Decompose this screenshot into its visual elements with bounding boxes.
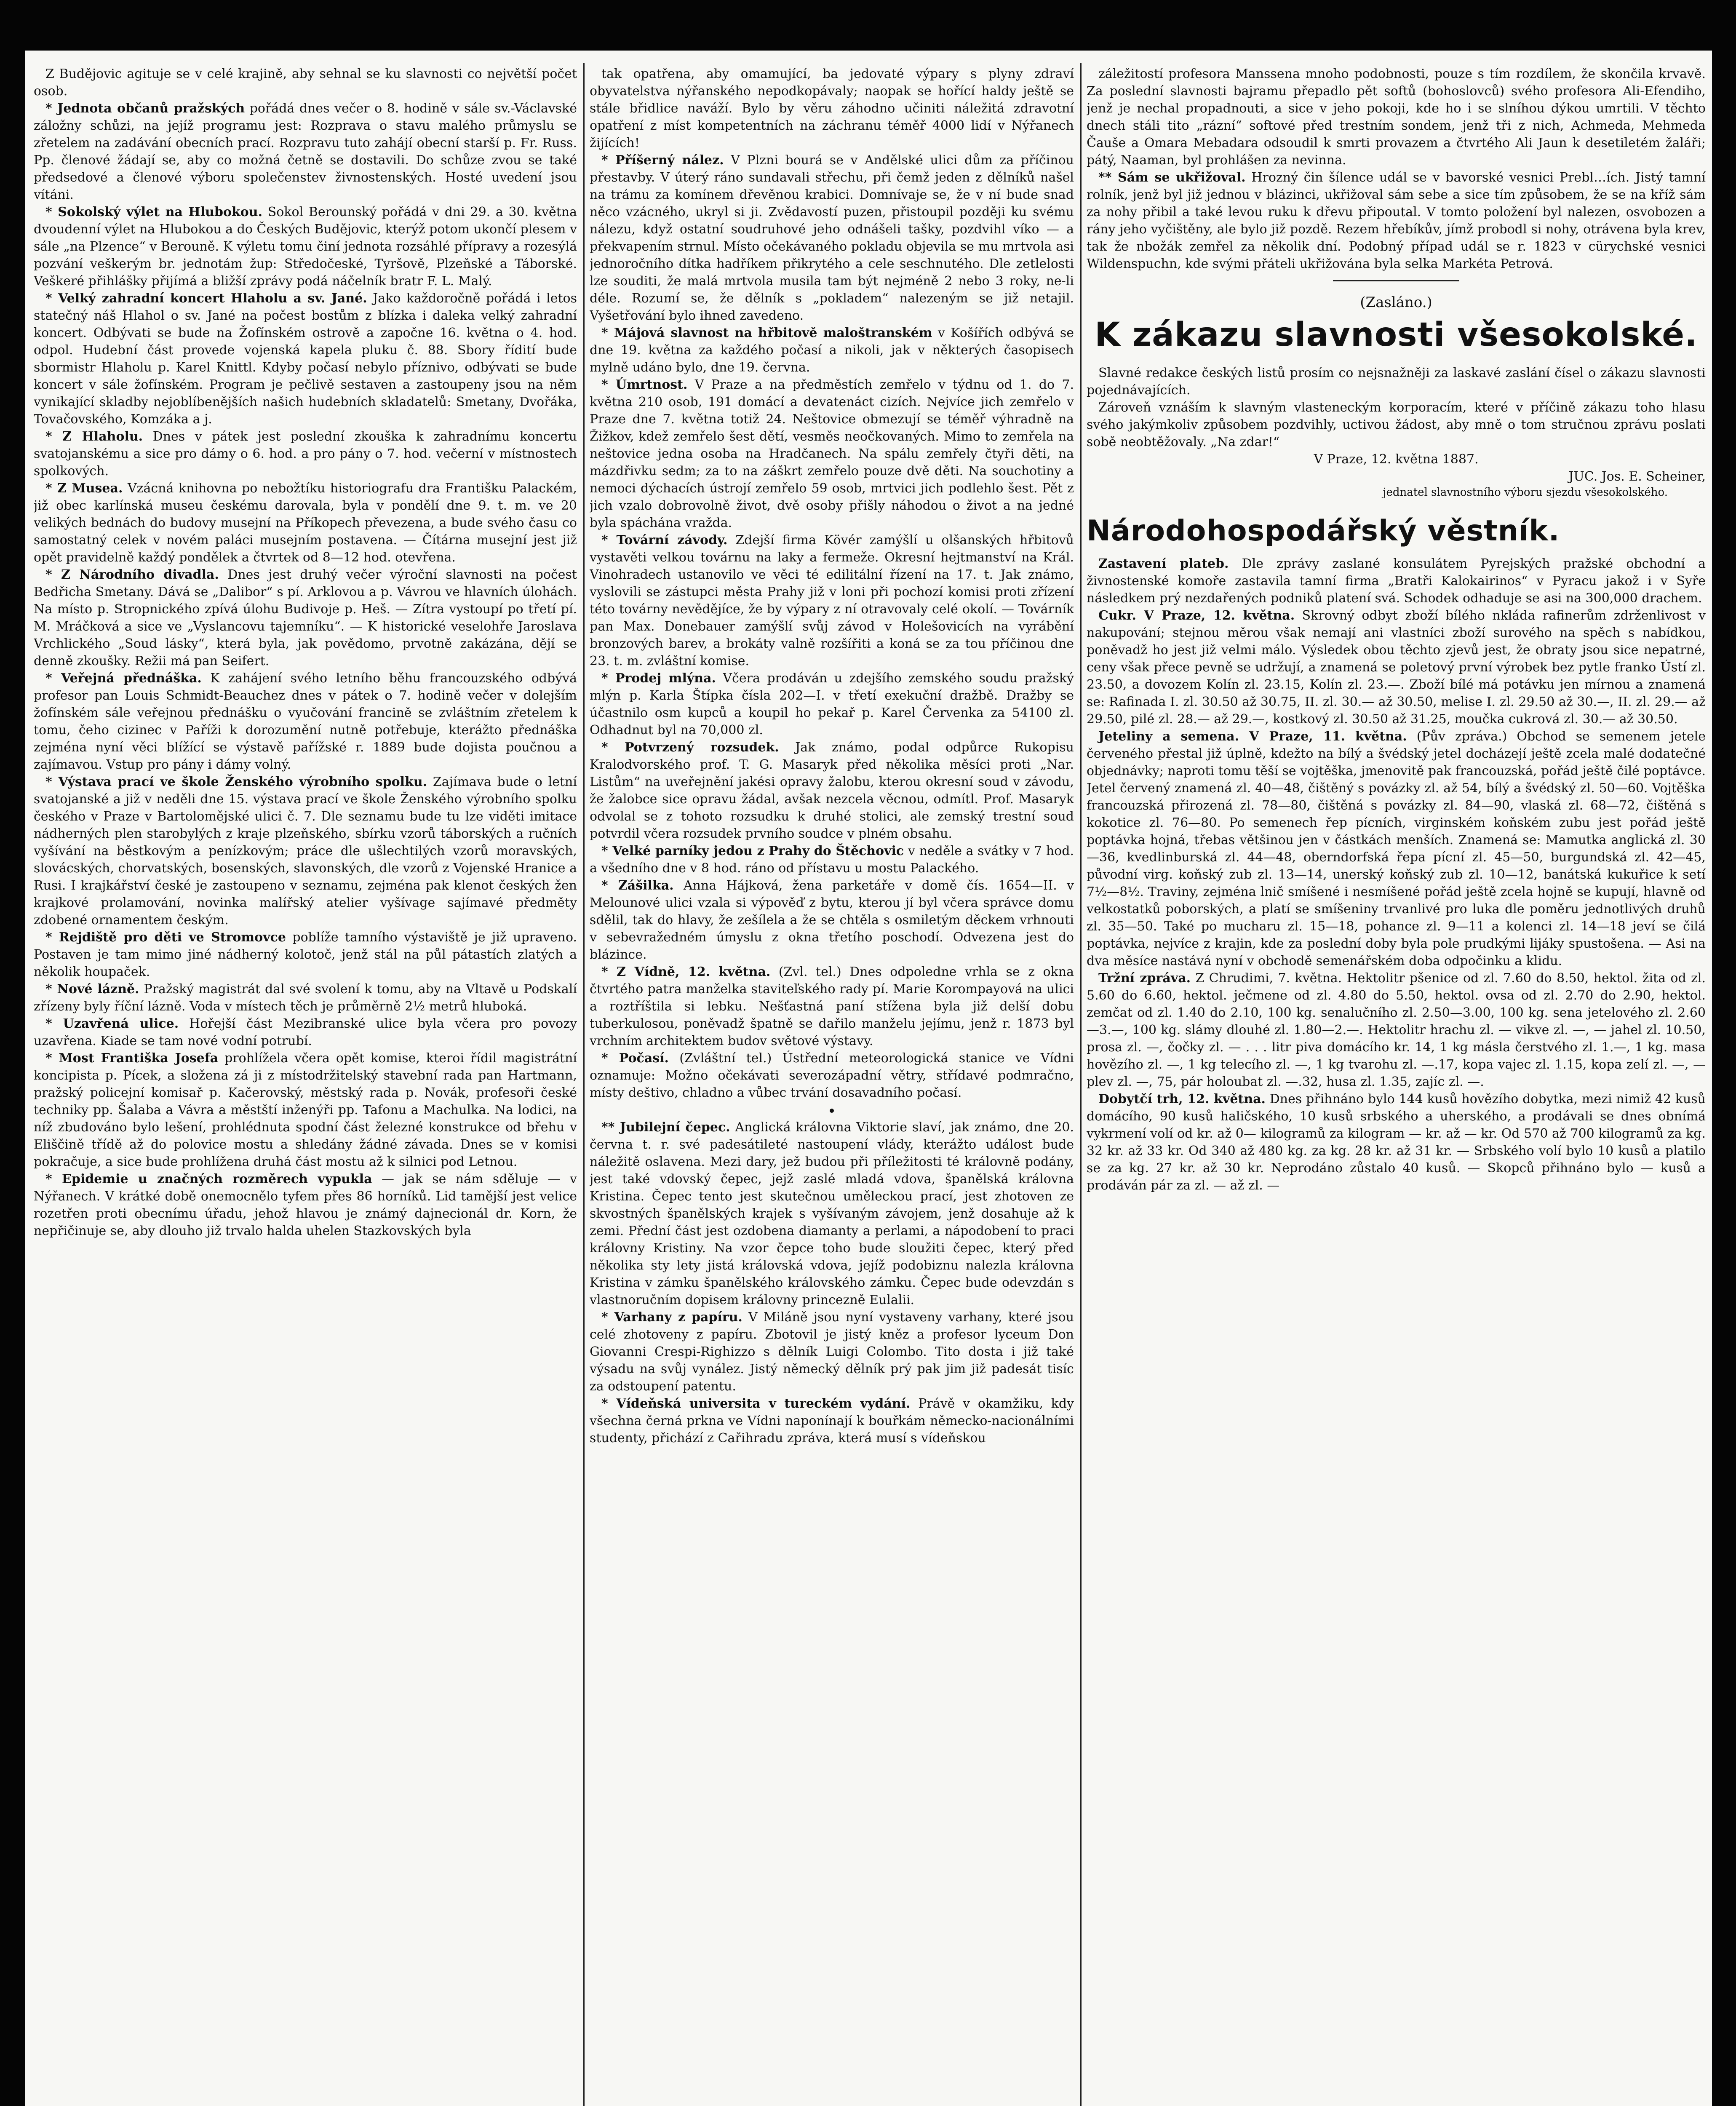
article-heading: * Epidemie u značných rozměrech vypukla: [45, 1172, 372, 1187]
article-heading: * Výstava prací ve škole Ženského výrobního spolku.: [45, 775, 427, 789]
article-velke-parniky: [590, 842, 1074, 877]
article-body: Dnes jest druhý večer výroční slavnosti na počest Bedřicha Smetany. Dává se „Dalibor“ s pí. Arklovou a p. Vávrou ve hlavních úlohách. Na místo p. Stropnického zpívá úlohu Budivoje p. Heš. — Zítra vystoupí po třetí pí. M. Mráčková a sice ve „Vyslancovu tajemníku“. — K historické veselohře Jaroslava Vrchlického „Soud lásky“, která byla, jak povědomo, prvotně zakázána, dějí se denně zkoušky. Režii má pan Seifert.: [34, 567, 577, 668]
article-heading: Tržní zpráva.: [1098, 971, 1191, 986]
article-heading: * Úmrtnost.: [601, 377, 688, 392]
scan-border-top: [0, 0, 1736, 51]
column-rule: [1080, 63, 1082, 2106]
zaslano-dateline: V Praze, 12. května 1887.: [1314, 452, 1479, 467]
column-2: [590, 65, 1074, 2106]
article-z-hlaholu: [34, 428, 577, 480]
article-heading: * Počasí.: [601, 1051, 669, 1066]
article-body: v neděle a svátky v 7 hod. a všedního dne v 8 hod. ráno od přístavu u mostu Palackého.: [590, 844, 1074, 876]
article-heading: * Vídeňská universita v tureckém vydání.: [601, 1396, 911, 1411]
article-sam-se-ukrizoval: [1087, 169, 1706, 273]
scan-border-right: [1712, 0, 1736, 2106]
article-jubilejni-cepec: [590, 1119, 1074, 1309]
article-zastaveni-plateb: [1087, 555, 1706, 607]
article-body: V Praze a na předměstích zemřelo v týdnu od 1. do 7. května 210 osob, 191 domácí a devatenáct cizích. Nejvíce jich zemřelo v Praze dne 7. května totiž 24. Neštovice obmezují se téměř výhradně na Žižkov, kdež zemřelo šest dětí, vesměs neočkovaných. Mimo to zemřela na neštovice jedna osoba na Hradčanech. Na spálu zemřely čtyři děti, na mázdřivku sedm; za to na záškrt zemřelo pouze dvě děti. Na souchotiny a nemoci dýchacích ústrojí zemřelo 59 osob, mrtvici jich podlehlo šest. Pět z jich vzalo dobrovolně život, dvě osoby přišly náhodou o život a na jedné byla spáchána vražda.: [590, 377, 1074, 530]
article-jednota-obcanu: [34, 100, 577, 203]
article-tovarni-zavody: [590, 532, 1074, 670]
article-body: Jak známo, podal odpůrce Rukopisu Kralodvorského prof. T. G. Masaryk před několika měsíci proti „Nar. Listům“ na uveřejnění jakési opravy žalobu, kterou okresní soud v závodu, že žalobce sice opravu žádal, avšak nezcela věcnou, odmítl. Prof. Masaryk odvolal se z tohoto rozsudku k druhé stolici, ale zemský trestní soud potvrdil včera rozsudek prvního soudce v plném obsahu.: [590, 740, 1074, 841]
article-body: Dle zprávy zaslané konsulátem Pyrejských pražské obchodní a živnostenské komoře zastavila tamní firma „Bratři Kalokairinos“ v Pyracu jakož i v Syře následkem prý nezdařených podniků platení svá. Schodek odhaduje se asi na 300,000 drachem.: [1087, 556, 1706, 606]
article-most: [34, 1050, 577, 1171]
article-heading: * Z Národního divadla.: [45, 567, 219, 582]
article-priserny-nalez: [590, 152, 1074, 324]
article-body: Hrozný čin šílence udál se v bavorské vesnici Prebl…ích. Jistý tamní rolník, jenž byl již jednou v blázinci, ukřižoval sám sebe a sice tím způsobem, že se na kříž sám za nohy přibil a také levou ruku k dřevu připoutal. V tomto položení byl nalezen, osvobozen a rány jeho vyčištěny, ale bylo již pozdě. Rezem hřebíkův, jímž probodl si nohy, otrávena byla krev, tak že nbožák zemřel za několik dní. Podobný případ udál se r. 1823 v cürychské vesnici Wildenspuchn, kde svými přáteli ukřižována byla selka Markéta Petrová.: [1087, 170, 1706, 271]
article-heading: ** Sám se ukřižoval.: [1098, 170, 1246, 185]
article-body: (Zvl. tel.) Dnes odpoledne vrhla se z okna čtvrtého patra manželka staviteľského rady pí. Marie Korompayová na ulici a roztříštila si lebku. Nešťastná paní stížena byla již delší dobu tuberkulosou, poněvadž špatně se dařilo manželu jejímu, jenž r. 1873 byl vrchním architektem budov světové výstavy.: [590, 965, 1074, 1048]
article-body: (Zvláštní tel.) Ústřední meteorologická stanice ve Vídni oznamuje: Možno očekávati severozápadní větry, střídavé podmračno, místy deštivo, chladno a vůbec trvání dosavadního počasí.: [590, 1051, 1074, 1100]
section-separator: [590, 1101, 1074, 1119]
article-heading: * Rejdiště pro děti ve Stromovce: [45, 930, 286, 945]
column-1: [34, 65, 577, 2106]
article-heading: * Most Františka Josefa: [45, 1051, 219, 1066]
article-heading: * Z Musea.: [45, 481, 123, 496]
article-zasilka: [590, 877, 1074, 963]
article-body: V Miláně jsou nyní vystaveny varhany, které jsou celé zhotoveny z papíru. Zbotovil je jistý kněz a profesor lyceum Don Giovanni Crespi-Righizzo s dělník Luigi Colombo. Tito dosta i již také výsadu na svůj vynález. Jistý německý dělník prý pak jim již padesát tisíc za odstoupení patentu.: [590, 1310, 1074, 1394]
article-body: poblíže tamního výstaviště je již upraveno. Postaven je tam mimo jiné nádherný kolotoč, jenž stál na půl pátastích zlatých a několik houpaček.: [34, 930, 577, 979]
article-body: Pražský magistrát dal své svolení k tomu, aby na Vltavě u Podskalí zřízeny byly říční lázně. Voda v místech těch je průměrně 2½ metrů hluboká.: [34, 982, 577, 1014]
article-varhany: [590, 1309, 1074, 1395]
article-z-musea: [34, 480, 577, 566]
article-z-vidne: [590, 963, 1074, 1050]
section-title-vestnik: Národohospodářský věstník.: [1087, 514, 1560, 548]
article-heading: Cukr. V Praze, 12. května.: [1098, 608, 1295, 623]
article-epidemie: [34, 1171, 577, 1240]
article-body: Vzácná knihovna po nebožtíku historiografu dra Františku Palackém, již obec karlínská museu českému darovala, byla v pondělí dne 9. t. m. ve 20 velikých bednách do budovy musejní na Příkopech převezena, a bude svého času co samostatný celek v novém paláci musejním postavena. — Čítárna musejní jest již opět pravidelně každý pondělek a čtvrtek od 8—12 hod. otevřena.: [34, 481, 577, 565]
scan-border-left: [0, 0, 25, 2106]
article-jeteliny: [1087, 728, 1706, 970]
article-heading: * Uzavřená ulice.: [45, 1016, 179, 1031]
article-heading: Dobytčí trh, 12. května.: [1098, 1092, 1266, 1106]
article-velky-koncert: [34, 290, 577, 428]
article-prodej-mlyna: [590, 670, 1074, 739]
article-body: Jako každoročně pořádá i letos statečný náš Hlahol o sv. Jané na počest bostům z blízka i daleka velký zahradní koncert. Odbývati se bude na Žofínském ostrově a započne 16. května o 4. hod. odpol. Hudební část provede vojenská kapela pluku č. 88. Sbory řídití bude sbormistr Hlaholu p. Karel Knittl. Kdyby počasí nebylo příznivo, odbývati se bude koncert v sále žofínském. Program je pečlivě sestaven a zastoupeny jsou na něm vynikající skladby nejoblíbenějších našich hudebních skladatelů: Smetany, Dvořáka, Tovačovského, Komzáka a j.: [34, 291, 577, 427]
article-narodni-divadlo: [34, 566, 577, 670]
article-body: Zajímava bude o letní svatojanské a již v neděli dne 15. výstava prací ve škole Ženského výrobního spolku českého v Praze v Bartolomějské ulici č. 7. Dle seznamu bude tu lze viděti imitace nádherných plen starobylých z kraje plzeňského, sbírku vzorů táborských a ručních vyšívání na běstkovým a penízkovým; práce dle ušlechtilých vzorů moravských, slovácských, chorvatských, bosenských, slavonských, dle vzorů z Vojenské Hranice a Rusi. I krajkářství české je zastoupeno v seznamu, zejména pak klenot českých žen krajkové prolamování, novinka malířský atelier vyšívage sajímavé předměty zdobené ornamentem českým.: [34, 775, 577, 927]
column-rule: [583, 63, 585, 2106]
article-heading: * Varhany z papíru.: [601, 1310, 742, 1325]
article-heading: * Velké parníky jedou z Prahy do Štěchovic: [601, 844, 904, 858]
article-body: — jak se nám sděluje — v Nýřanech. V krátké době onemocnělo tyfem přes 86 horníků. Lid tamější jest velice rozetřen proti obecnímu úřadu, jehož hlavou je známý dajnecionál dr. Korn, že nepřičinuje se, aby dlouho již trvalo halda uhelen Stazkovských byla: [34, 1172, 577, 1238]
article-heading: * Jednota občanů pražských: [45, 101, 245, 116]
article-body: Dnes v pátek jest poslední zkouška k zahradnímu koncertu svatojanskému a sice pro dámy o 6. hod. a pro pány o 7. hod. večerní v místnostech spolkových.: [34, 429, 577, 478]
article-heading: * Potvrzený rozsudek.: [601, 740, 779, 755]
article-potvrzeny-rozsudek: [590, 739, 1074, 842]
article-heading: * Sokolský výlet na Hlubokou.: [45, 205, 263, 219]
article-heading: ** Jubilejní čepec.: [601, 1120, 730, 1135]
zaslano-headline: K zákazu slavnosti všesokolské.: [1095, 316, 1698, 354]
article-body: Právě v okamžiku, kdy všechna černá prkna ve Vídni naponínají k bouřkám německo-nacionálními studenty, přichází z Cařihradu zpráva, která musí s vídeňskou: [590, 1396, 1074, 1446]
article-heading: * Příšerný nález.: [601, 153, 724, 168]
article-heading: * Veřejná přednáška.: [45, 671, 202, 686]
article-majova-slavnost: [590, 324, 1074, 376]
article-body: Dnes přihnáno bylo 144 kusů hovězího dobytka, mezi nimiž 42 kusů domácího, 90 kusů haličského, 10 kusů srbského a uherského, a prodávali se dnes obnímá vykrmení volí od kr. až 0— kilogramů za kilogram — kr. až — kr. Od 570 až 700 kilogramů za kg. 32 kr. až 33 kr. Od 340 až 480 kg. za kg. 28 kr. až 31 kr. — Srbského volí bylo 10 kusů a platilo se za kg. 27 kr. až 30 kr. Neprodáno zůstalo 40 kusů. — Skopců přihnáno bylo — kusů a prodáván pár za zl. — až zl. —: [1087, 1092, 1706, 1193]
article-body: Anna Hájková, žena parketáře v domě čís. 1654—II. v Melounové ulici vzala si výpověď z bytu, kterou jí byl včera správce domu sdělil, tak do hlavy, že zešílela a že se chtěla s osmiletým děckem vrhnouti v sebevražedném úmyslu z okna třetího poschodí. Odvezena jest do blázince.: [590, 878, 1074, 962]
article-rejdiste: [34, 929, 577, 981]
article-vystava-praci: [34, 773, 577, 929]
article-body: Zdejší firma Kövér zamýšlí u olšanských hřbitovů vystavěti velkou továrnu na laky a fermeže. Okresní hejtmanství na Král. Vinohradech ustanovilo ve věci té edilitální řízení na 17. t. Jak známo, vyslovili se zástupci města Prahy již v loni při pochozí komisi proti zřízení této továrny nevědějíce, že by výpary z ní otravovaly celé okolí. — Továrník pan Max. Donebauer zamýšlí svůj závod v Holešovicích na vyrábění bronzových barev, a brokáty valně rozšířiti a koná se za tou příčinou dne 23. t. m. zvláštní komise.: [590, 533, 1074, 668]
article-body: Skrovný odbyt zboží bílého nkláda rafinerům zdrženlivost v nakupování; stejnou měrou však nemají ani vlastníci zboží surového na spěch s nabídkou, poněvadž ho jest již velmi málo. Výsledek obou těchto zjevů jest, že obraty jsou sice nepatrné, ceny však přece pevně se udržují, a znamená se poletový první výrobek bez pytle franko Ústí zl. 23.50, a dovozem Kolín zl. 23.15, Kolín zl. 23.—. Zboží bílé má potávku jen mírnou a znamená se: Rafinada I. zl. 30.50 až 30.75, II. zl. 30.— až 30.50, melise I. zl. 29.50 až 30.—, II. zl. 29.— až 29.50, pilé zl. 28.— až 29.—, kostkový zl. 30.50 až 31.25, moučka cukrová zl. 30.— až 30.50.: [1087, 608, 1706, 727]
article-heading: * Nové lázně.: [45, 982, 139, 997]
article-uzavrena-ulice: [34, 1015, 577, 1050]
zaslano-label: (Zasláno.): [1360, 294, 1432, 311]
article-dobytci-trh: [1087, 1090, 1706, 1194]
article-nove-lazne: [34, 981, 577, 1015]
article-heading: * Z Hlaholu.: [45, 429, 143, 444]
article-heading: * Velký zahradní koncert Hlaholu a sv. Jané.: [45, 291, 367, 306]
article-budejovice: Z Budějovic agituje se v celé krajině, aby sehnal se ku slavnosti co největší počet osob.: [34, 67, 577, 99]
article-body: V Plzni bourá se v Andělské ulici dům za příčinou přestavby. V úterý ráno sundavali střechu, při čemž jeden z dělníků našel na trámu za komínem dřevěnou krabici. Domnívaje se, že v ní bude snad něco vzácného, ukryl si ji. Zvědavostí puzen, přistoupil později ku svému nálezu, když ostatní soudruhové jeho odnášeli tašky, pozdvihl víko — a překvapením strnul. Místo očekávaného pokladu objevila se mu mrtvola asi jednoročního dítka hadříkem přikrytého a cele seschnutého. Dle zetlelosti lze souditi, že malá mrtvola musila tam být nejméně 2 nebo 3 roky, ne-li déle. Rozumí se, že dělník s „pokladem“ nalezeným se již netajil. Vyšetřování bylo ihned zavedeno.: [590, 153, 1074, 323]
article-body: Z Chrudimi, 7. května. Hektolitr pšenice od zl. 7.60 do 8.50, hektol. žita od zl. 5.60 do 6.60, hektol. ječmene od zl. 4.80 do 5.50, hektol. ovsa od zl. 2.70 do 2.90, hektol. zemčat od zl. 1.40 do 2.10, 100 kg. senalučního zl. 2.50—3.00, 100 kg. sena jetelového zl. 2.60—3.—, 100 kg. slámy dlouhé zl. 1.80—2.—. Hektolitr hrachu zl. — vikve zl. —, — jahel zl. 10.50, prosa zl. —, čočky zl. — . . . litr piva domácího kr. 14, 1 kg másla čerstvého zl. 1.—, 1 kg. masa hovězího zl. —, 1 kg telecího zl. —, 1 kg tvarohu zl. —.17, kopa vajec zl. 1.15, kopa zelí zl. —, — plev zl. —, 75, pár holoubat zl. —.32, husa zl. 1.35, zajíc zl. —.: [1087, 971, 1706, 1089]
divider: [1333, 280, 1459, 281]
article-heading: * Z Vídně, 12. května.: [601, 965, 771, 979]
article-videnska-universita: [590, 1395, 1074, 1447]
article-heading: * Prodej mlýna.: [601, 671, 716, 686]
article-cukr: [1087, 607, 1706, 728]
article-body: v Košířích odbývá se dne 19. května za každého počasí a nikoli, jak v některých časopisech mylně udáno bylo, dne 19. června.: [590, 326, 1074, 375]
article-continuation: záležitostí profesora Manssena mnoho podobnosti, pouze s tím rozdílem, že skončila krvavě. Za poslední slavnosti bajramu přepadlo pět softů (bohoslovců) svého profesora Ali-Efendiho, jenž je nechal propadnouti, a sice v jeho pokoji, kde ho i se slníhou dýkou umrtili. V těchto dnech stáli tito „rázní“ softové před trestním sondem, jenž tři z nich, Achmeda, Mehmeda Čauše a Omara Mebadara odsoudil k smrti provazem a čtvrtého Ali Jaun k desetiletém žaláři; pátý, Naaman, byl prohlášen za nevinna.: [1087, 67, 1706, 168]
article-heading: Jeteliny a semena. V Praze, 11. května.: [1098, 729, 1407, 744]
article-body: (Pův zpráva.) Obchod se semenem jetele červeného přestal již úplně, kdežto na bílý a švédský jetel docházejí ještě zcela malé dodatečné objednávky; naproti tomu těší se vojtěška, jmenovitě pak francouzská, pořád ještě čilé poptávce. Jetel červený znamená zl. 40—48, čištěný s povázky zl. až 54, bílý a švédský zl. 50—60. Vojtěška francouzská přirozená zl. 78—80, čištěná s povázky zl. 84—90, vlaská zl. 68—72, čištěná s kokotice zl. 76—80. Po semenech řep pícních, virginském koňském zubu jest pořád ještě poptávka hojná, třebas většinou jen v částkách menších. Znamená se: Mamutka anglická zl. 30—36, kvedlinburská zl. 44—48, oberndorfská řepa pícní zl. 45—50, burgundská zl. 42—45, původní virg. koňský zub zl. 13—14, unerský koňský zub zl. 10—12, banátská kukuřice k setí 7½—8½. Traviny, zejména lnič smíšené i nesmíšené pořád ještě zcela hojně se kupují, hlavně od velkostatků poborských, a platí se smíšeniny trvanlivé pro luka dle poměru jednotlivých druhů zl. 35—50. Také po mucharu zl. 15—18, pohance zl. 9—11 a kolenci zl. 14—18 jeví se čilá poptávka, nejvíce z krajin, kde za poslední doby byla pole prudkými lijáky spustošena. — Asi na dva měsíce nastává nyní v obchodě semenářském doba odpočinku a klidu.: [1087, 729, 1706, 968]
article-umrtnost: [590, 376, 1074, 532]
article-body: Sokol Berounský pořádá v dni 29. a 30. května dvoudenní výlet na Hlubokou a do Českých Budějovic, kterýž potom ukončí plesem v sále „na Plzence“ v Berouně. K výletu tomu činí jednota rozsáhlé přípravy a rozesýlá pozvání veškerým br. jednotám žup: Středočeské, Tyršově, Plzeňské a Táborské. Veškeré přihlášky přijímá a bližší zprávy podá náčelník bratr F. L. Malý.: [34, 205, 577, 289]
zaslano-paragraph: Slavné redakce českých listů prosím co nejsnažněji za laskavé zaslání čísel o zákazu slavnosti pojednávajících.: [1087, 366, 1706, 398]
article-body: Včera prodáván u zdejšího zemského soudu pražský mlýn p. Karla Štípka čísla 202—I. v třetí exekuční dražbě. Dražby se účastnilo osm kupců a koupil ho pekař p. Karel Červenka za 54100 zl. Odhadnut byl na 70,000 zl.: [590, 671, 1074, 738]
article-heading: * Tovární závody.: [601, 533, 728, 548]
article-sokolsky-vylet: [34, 203, 577, 290]
article-heading: Zastavení plateb.: [1098, 556, 1229, 571]
article-body: pořádá dnes večer o 8. hodině v sále sv.-Václavské záložny schůzi, na jejíž programu jest: Rozprava o stavu malého průmyslu se zřetelem na zadávání obecních prací. Rozpravu tuto zahájí obecní starší p. Fr. Russ. Pp. členové žádají se, aby co možná četně se dostavili. Do schůze zvou se také předsedové a členové výboru společenstev živnostenských. Hosté uvedení jsou vítáni.: [34, 101, 577, 202]
article-trzni-zprava: [1087, 970, 1706, 1090]
article-continuation: tak opatřena, aby omamující, ba jedovaté výpary s plyny zdraví obyvatelstva nýřanského nepodkopávaly; naopak se hořící haldy ještě se stále břidlice naváží. Bylo by věru záhodno učiniti náležitá zdravotní opatření z míst kompetentních na záchranu téměř 4000 lidí v Nýřanech žijících!: [590, 67, 1074, 150]
zaslano-signature-title: jednatel slavnostního výboru sjezdu všesokolského.: [1383, 486, 1668, 499]
zaslano-signature: JUC. Jos. E. Scheiner,: [1568, 469, 1706, 484]
separator-dot: [830, 1109, 834, 1113]
article-pocasi: [590, 1050, 1074, 1101]
article-body: Anglická královna Viktorie slaví, jak známo, dne 20. června t. r. své padesátileté nastoupení vlády, kterážto událost bude náležitě oslavena. Mezi dary, jež budou při příležitosti té královně podány, jest také vdovský čepec, jejž zaslé mladá vdova, španělská královna Kristina. Čepec tento jest skutečnou uměleckou prací, jest zhotoven ze skvostných španělských krajek s vyšívaným závojem, jenž dosahuje až k zemi. Přední část jest ozdobena diamanty a perlami, a nápodobení to praci královny Kristiny. Na vzor čepce toho bude sloužiti čepec, který před několika sty lety jistá královská vdova, jejíž podobiznu nalezla královna Kristina v zámku španělského královského zámku. Čepec bude odevzdán s vlastnoručním dopisem královny princezně Eulalii.: [590, 1120, 1074, 1307]
article-heading: * Májová slavnost na hřbitově maloštranském: [601, 326, 932, 340]
column-3: [1087, 65, 1706, 2106]
article-heading: * Zášilka.: [601, 878, 674, 893]
article-body: prohlížela včera opět komise, kteroi řídil magistrátní koncipista p. Pícek, a složena zá ji z místodržitelský stavební rada pan Hartmann, pražský policejní komisař p. Kačerovský, městský rada p. Novák, profesoři české techniky pp. Šalaba a Vávra a městští inženýři pp. Tafonu a Machulka. Na lodici, na níž zbudováno bylo lešení, prohlédnuta spodní část železné konstrukce od břehu v Eliščině třídě až do polovice mostu a shledány žádné závada. Dnes se v komisi pokračuje, a sice bude prohlížena druhá část mostu až k silnici pod Letnou.: [34, 1051, 577, 1169]
zaslano-paragraph: Zároveň vznáším k slavným vlasteneckým korporacím, které v příčině zákazu toho hlasu svého jakýmkoliv způsobem pozdvihly, uctivou žádost, aby mně o tom stručnou zprávu poslati sobě neobtěžovaly. „Na zdar!“: [1087, 400, 1706, 449]
article-body: Hořejší část Mezibranské ulice byla včera pro povozy uzavřena. Kiade se tam nové vodní potrubí.: [34, 1016, 577, 1048]
article-verejna-prednaska: [34, 670, 577, 773]
article-body: K zahájení svého letního běhu francouzského odbývá profesor pan Louis Schmidt-Beauchez dnes v pátek o 7. hodině večer v dolejším žofínském sále veřejnou přednášku o vyučování francině se zvláštním zřetelem k tomu, čeho cizinec v Paříži k dorozumění nutně potřebuje, kterážto přednáška zejména nyní věci blížící se výstavě pařížské r. 1889 bude dojista poučnou a zajímavou. Vstup pro pány i dámy volný.: [34, 671, 577, 772]
